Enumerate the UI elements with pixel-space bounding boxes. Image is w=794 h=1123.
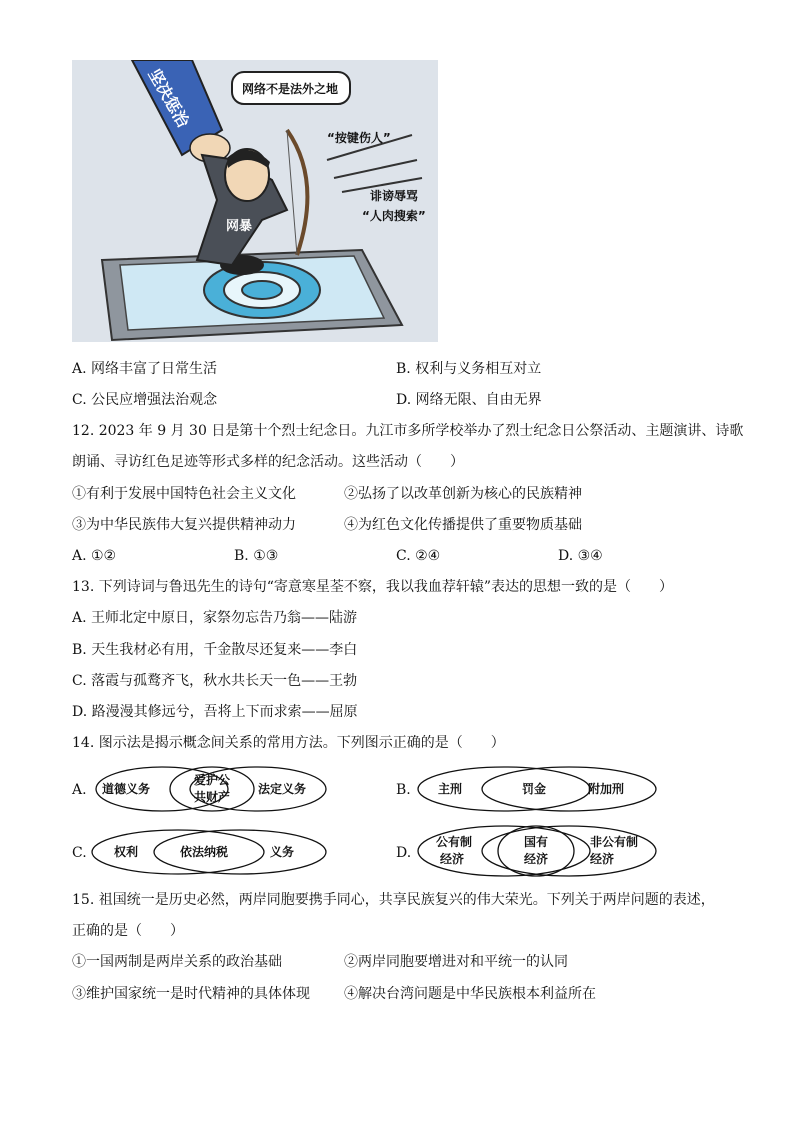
- q12-statement-2: ②弘扬了以改革创新为核心的民族精神: [344, 486, 582, 502]
- q12-stem-line1: 12. 2023 年 9 月 30 日是第十个烈士纪念日。九江市多所学校举办了烈士纪念日公祭活动、主题演讲、诗歌: [72, 423, 744, 439]
- q11-option-b: B. 权利与义务相互对立: [396, 361, 542, 377]
- q14-a-mid-label-2: 共财产: [194, 790, 231, 804]
- q12-stem-line2: 朗诵、寻访红色足迹等形式多样的纪念活动。这些活动（ ）: [72, 454, 464, 470]
- q14-d-left-label-2: 经济: [440, 852, 465, 866]
- q15-statement-3: ③维护国家统一是时代精神的具体体现: [72, 986, 310, 1002]
- arrow-label-1: “按键伤人”: [327, 131, 391, 145]
- q14-d-mid-label-2: 经济: [524, 852, 549, 866]
- q14-c-mid-label: 依法纳税: [180, 845, 229, 859]
- q14-d-left-label-1: 公有制: [436, 835, 473, 849]
- q15-statement-4: ④解决台湾问题是中华民族根本利益所在: [344, 986, 596, 1002]
- q14-c-left-label: 权利: [114, 845, 139, 859]
- q14-diagram-a: [92, 762, 332, 820]
- q13-option-b: B. 天生我材必有用，千金散尽还复来——李白: [72, 642, 358, 658]
- q12-option-b: B. ①③: [234, 548, 279, 564]
- q14-b-mid-label: 罚金: [522, 782, 547, 796]
- shirt-text: 网暴: [226, 219, 253, 234]
- q13-option-c: C. 落霞与孤鹜齐飞，秋水共长天一色——王勃: [72, 673, 358, 689]
- q14-label-a: A.: [72, 782, 87, 798]
- arrow-label-2: 诽谤辱骂: [370, 189, 419, 203]
- q14-label-b: B.: [396, 782, 411, 798]
- q14-d-right-label-1: 非公有制: [590, 835, 639, 849]
- q14-a-right-label: 法定义务: [258, 782, 307, 796]
- cyberbullying-cartoon: [72, 60, 438, 342]
- q14-d-right-label-2: 经济: [590, 852, 615, 866]
- q13-stem: 13. 下列诗词与鲁迅先生的诗句“寄意寒星荃不察，我以我血荐轩辕”表达的思想一致的是（ ）: [72, 579, 674, 595]
- q15-statement-2: ②两岸同胞要增进对和平统一的认同: [344, 954, 568, 970]
- q11-option-d: D. 网络无限、自由无界: [396, 392, 542, 408]
- q12-option-d: D. ③④: [558, 548, 603, 564]
- q14-diagram-b: [414, 763, 662, 819]
- q15-stem-line2: 正确的是（ ）: [72, 923, 184, 939]
- q14-diagram-c: [88, 826, 328, 882]
- q14-a-mid-label-1: 爱护公: [194, 773, 231, 787]
- q12-statement-1: ①有利于发展中国特色社会主义文化: [72, 486, 296, 502]
- q12-option-a: A. ①②: [72, 548, 117, 564]
- q12-option-c: C. ②④: [396, 548, 441, 564]
- q14-b-left-label: 主刑: [438, 782, 463, 796]
- q14-label-d: D.: [396, 845, 412, 861]
- q13-option-d: D. 路漫漫其修远兮，吾将上下而求索——屈原: [72, 704, 358, 720]
- sleeve-text: 坚决惩治: [144, 65, 193, 131]
- arrow-label-3: “人肉搜索”: [362, 209, 426, 223]
- q15-stem-line1: 15. 祖国统一是历史必然，两岸同胞要携手同心，共享民族复兴的伟大荣光。下列关于两岸问题的表述，: [72, 892, 715, 908]
- q14-a-left-label: 道德义务: [102, 782, 151, 796]
- q15-statement-1: ①一国两制是两岸关系的政治基础: [72, 954, 282, 970]
- q14-d-mid-label-1: 国有: [524, 835, 549, 849]
- q11-option-c: C. 公民应增强法治观念: [72, 392, 218, 408]
- q14-diagram-d: [414, 822, 662, 884]
- speech-bubble-text: 网络不是法外之地: [242, 82, 339, 96]
- q12-statement-4: ④为红色文化传播提供了重要物质基础: [344, 517, 582, 533]
- q14-c-right-label: 义务: [270, 845, 295, 859]
- q14-stem: 14. 图示法是揭示概念间关系的常用方法。下列图示正确的是（ ）: [72, 735, 505, 751]
- q14-label-c: C.: [72, 845, 87, 861]
- q14-b-right-label: 附加刑: [588, 782, 625, 796]
- q11-option-a: A. 网络丰富了日常生活: [72, 361, 218, 377]
- q12-statement-3: ③为中华民族伟大复兴提供精神动力: [72, 517, 296, 533]
- q13-option-a: A. 王师北定中原日，家祭勿忘告乃翁——陆游: [72, 610, 358, 626]
